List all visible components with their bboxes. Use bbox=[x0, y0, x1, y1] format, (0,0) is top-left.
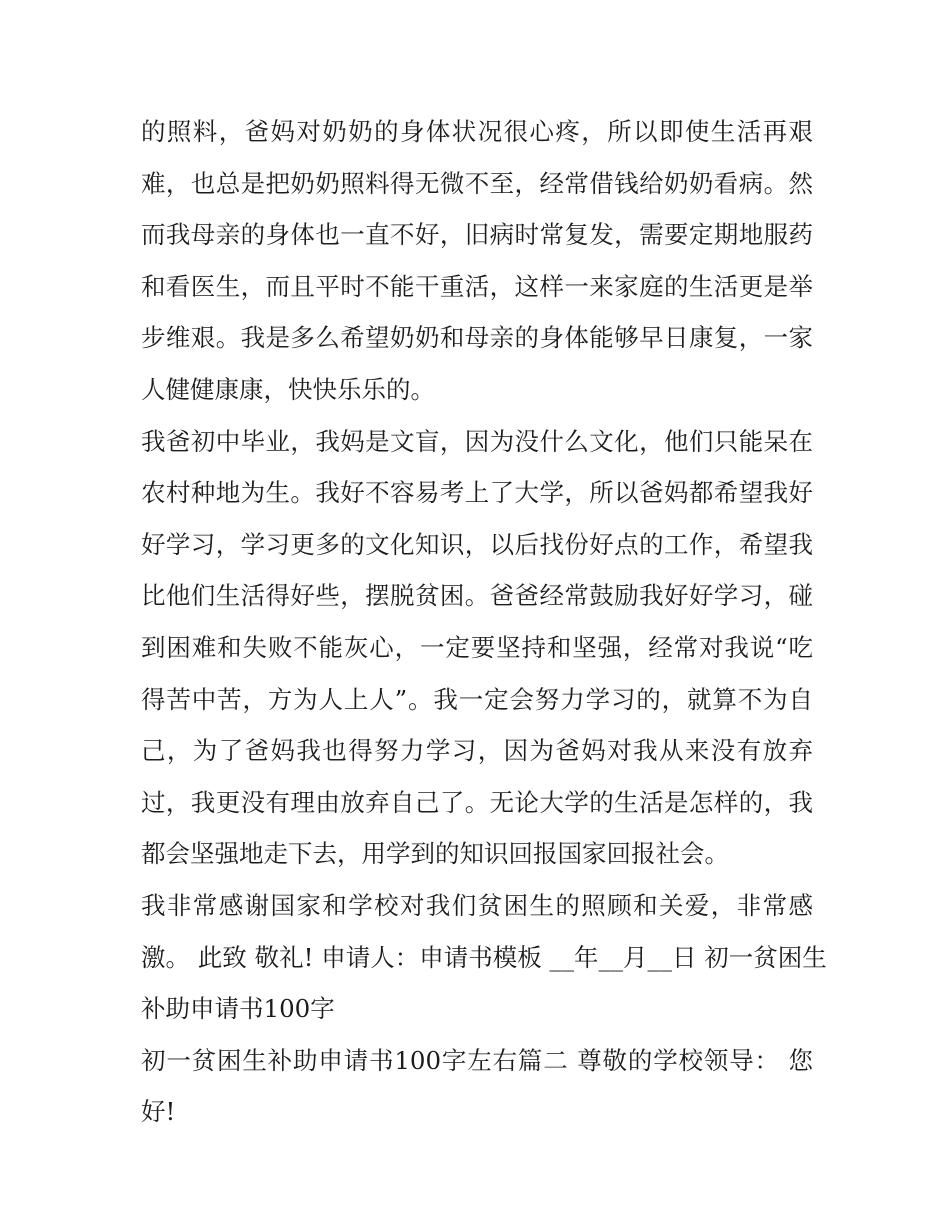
text-line: 而我母亲的身体也一直不好，旧病时常复发，需要定期地服药 bbox=[141, 220, 813, 250]
text-line: 的照料，爸妈对奶奶的身体状况很心疼，所以即使生活再艰 bbox=[141, 117, 813, 146]
text-line: 比他们生活得好些，摆脱贫困。爸爸经常鼓励我好好学习，碰 bbox=[141, 581, 813, 611]
body-text bbox=[141, 106, 827, 1138]
text-line: 己，为了爸妈我也得努力学习，因为爸妈对我从来没有放弃 bbox=[141, 736, 813, 766]
text-line: 得苦中苦，方为人上人”。我一定会努力学习的，就算不为自 bbox=[141, 684, 813, 714]
text-line: 激。 此致 敬礼! 申请人：申请书模板 __年__月__日 初一贫困生 bbox=[141, 942, 827, 972]
text-line: 到困难和失败不能灰心，一定要坚持和坚强，经常对我说“吃 bbox=[141, 632, 813, 662]
text-line: 我爸初中毕业，我妈是文盲，因为没什么文化，他们只能呆在 bbox=[141, 426, 813, 456]
text-line: 好学习，学习更多的文化知识，以后找份好点的工作，希望我 bbox=[141, 529, 813, 559]
text-line: 难，也总是把奶奶照料得无微不至，经常借钱给奶奶看病。然 bbox=[141, 168, 813, 198]
text-line: 我非常感谢国家和学校对我们贫困生的照顾和关爱，非常感 bbox=[141, 890, 813, 920]
text-line: 补助申请书100字 bbox=[141, 994, 335, 1024]
text-line: 步维艰。我是多么希望奶奶和母亲的身体能够早日康复，一家 bbox=[141, 323, 813, 353]
text-line: 好! bbox=[141, 1097, 176, 1127]
text-line: 人健健康康，快快乐乐的。 bbox=[141, 374, 435, 404]
text-line: 初一贫困生补助申请书100字左右篇二 尊敬的学校领导： 您 bbox=[141, 1045, 813, 1075]
text-line: 过，我更没有理由放弃自己了。无论大学的生活是怎样的，我 bbox=[141, 787, 813, 817]
text-line: 和看医生，而且平时不能干重活，这样一来家庭的生活更是举 bbox=[141, 271, 813, 301]
text-line: 农村种地为生。我好不容易考上了大学，所以爸妈都希望我好 bbox=[141, 478, 813, 508]
text-line: 都会坚强地走下去，用学到的知识回报国家回报社会。 bbox=[141, 839, 729, 869]
